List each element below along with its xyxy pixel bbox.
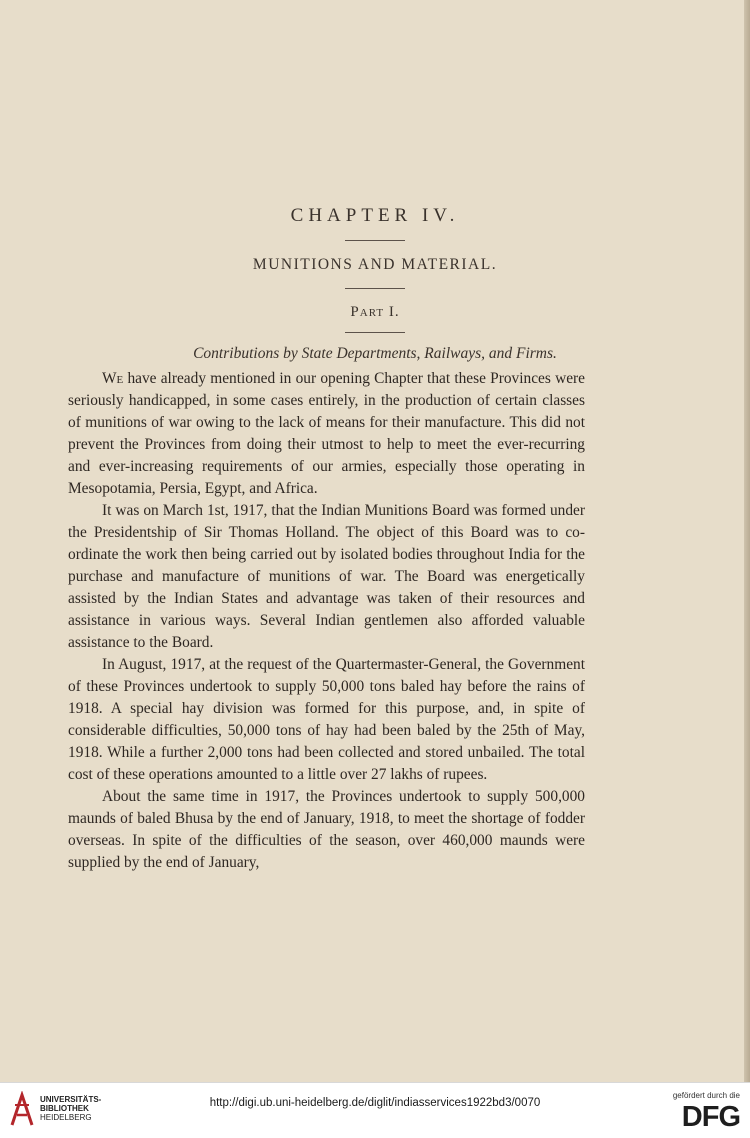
paragraph-text: About the same time in 1917, the Provinces undertook to supply 500,000 maunds of baled Bhusa by the end of January, 1918, to meet the shortage of fodder overseas. In spite of the difficulties of the season, over 460,000 maunds were supplied by the end of January, xyxy=(68,788,585,871)
library-name-line: BIBLIOTHEK xyxy=(40,1104,89,1113)
library-name-line: UNIVERSITÄTS- xyxy=(40,1095,102,1104)
paragraph-text: have already mentioned in our opening Chapter that these Provinces were seriously handicapped, in some cases entirely, in the production of certain classes of munitions of war owing to the lack of means for their manufacture. This did not prevent the Provinces from doing their utmost to help to meet the ever-recurring and ever-increasing requirements of our armies, especially those operating in Mesopotamia, Persia, Egypt, and Africa. xyxy=(68,370,585,497)
funding-caption: gefördert durch die xyxy=(672,1091,740,1100)
library-name-line: HEIDELBERG xyxy=(40,1113,92,1122)
paragraph xyxy=(68,786,585,874)
divider-rule xyxy=(345,332,405,333)
dfg-logo[interactable]: DFG xyxy=(681,1101,740,1133)
chapter-title: CHAPTER IV. xyxy=(290,205,460,226)
divider-rule xyxy=(345,288,405,289)
footer-bar xyxy=(0,1082,750,1138)
paragraph xyxy=(68,500,585,654)
paragraph-lead: We xyxy=(102,370,124,387)
paragraph xyxy=(68,368,585,500)
paragraph-text: It was on March 1st, 1917, that the Indian Munitions Board was formed under the Presidentship of Sir Thomas Holland. The object of this Board was to co-ordinate the work then being carried out by isolated bodies throughout India for the purchase and manufacture of munitions of war. The Board was energetically assisted by the Indian States and advantage was taken of their resources and assistance in various ways. Several Indian gentlemen also afforded valuable assistance to the Board. xyxy=(68,502,585,651)
paragraph-text: In August, 1917, at the request of the Quartermaster-General, the Government of these Provinces undertook to supply 50,000 tons baled hay before the rains of 1918. A special hay division was formed for this purpose, and, in spite of considerable difficulties, 50,000 tons of hay had been baled by the 25th of May, 1918. While a further 2,000 tons had been collected and stored unbailed. The total cost of these operations amounted to a little over 27 lakhs of rupees. xyxy=(68,656,585,783)
body-text xyxy=(68,368,585,874)
paragraph xyxy=(68,654,585,786)
divider-rule xyxy=(345,240,405,241)
section-title: MUNITIONS AND MATERIAL. xyxy=(252,256,498,273)
section-subtitle: Contributions by State Departments, Railways, and Firms. xyxy=(193,345,557,362)
page-edge xyxy=(744,0,750,1082)
part-title: Part I. xyxy=(350,304,400,320)
source-url-link[interactable]: http://digi.ub.uni-heidelberg.de/diglit/indiasservices1922bd3/0070 xyxy=(209,1097,541,1109)
